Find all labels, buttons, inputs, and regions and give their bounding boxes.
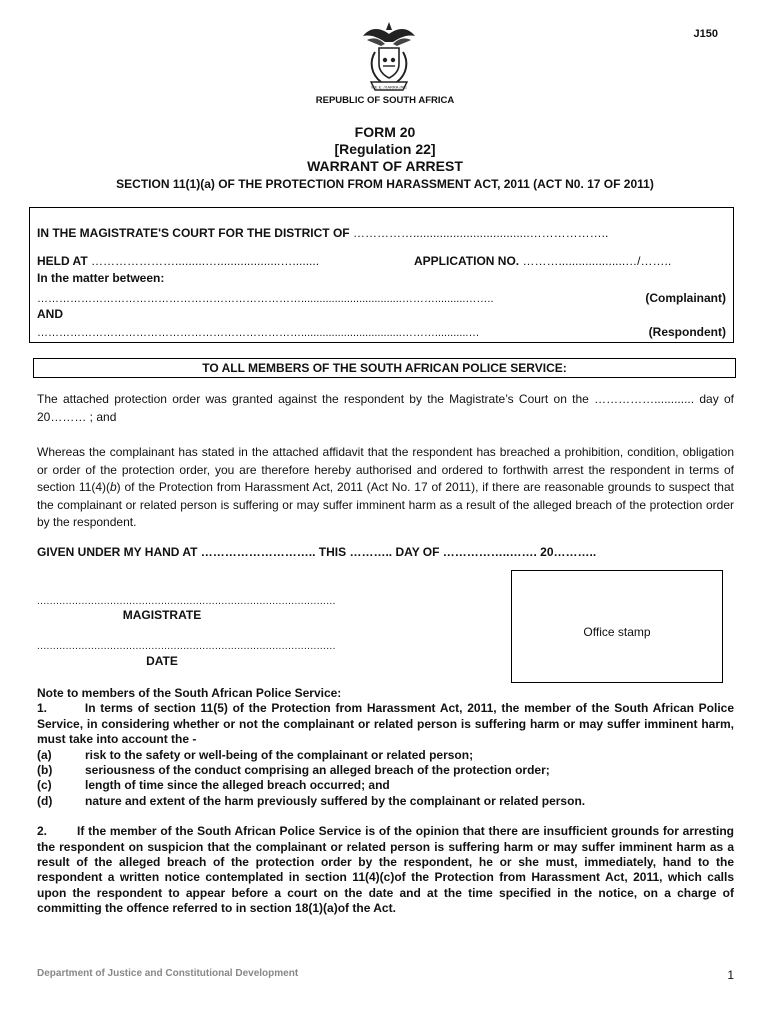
respondent-label: (Respondent) <box>648 325 726 339</box>
given-under-hand-line[interactable]: GIVEN UNDER MY HAND AT ……………………….. THIS ……….. DAY OF ……………..……. 20……….. <box>37 545 597 559</box>
note-2 <box>37 824 734 916</box>
held-at-field[interactable]: ………………….........…...................…........ <box>91 254 320 268</box>
complainant-field[interactable]: ……………………………………………………………….................................………..........…….. <box>37 293 494 305</box>
and-label: AND <box>37 307 63 321</box>
crest-motto: !KE E: /XARRA //KE <box>371 84 407 90</box>
respondent-row <box>37 325 479 339</box>
district-row <box>37 226 608 240</box>
coat-of-arms-icon <box>357 18 421 98</box>
address-heading: TO ALL MEMBERS OF THE SOUTH AFRICAN POLICE SERVICE: <box>33 358 736 378</box>
note-item <box>37 748 734 763</box>
matter-between: In the matter between: <box>37 271 165 285</box>
notes-heading: Note to members of the South African Police Service: <box>37 686 342 700</box>
note-item-key: (b) <box>37 763 53 778</box>
note-1-number: 1. <box>37 701 48 716</box>
magistrate-label: MAGISTRATE <box>122 608 202 622</box>
note-1 <box>37 701 734 747</box>
magistrate-signature-line[interactable]: .............................................................................................. <box>37 596 336 607</box>
note-item <box>37 794 734 809</box>
date-signature-line[interactable]: .............................................................................................. <box>37 641 336 652</box>
application-field[interactable]: ………....................…/…….. <box>522 254 672 268</box>
complainant-row <box>37 291 494 305</box>
office-stamp-label: Office stamp <box>583 625 651 639</box>
paragraph-order-granted: The attached protection order was granted against the respondent by the Magistrate’s Court on the ……………............ day of 20……… ; and <box>37 392 734 424</box>
held-at-label: HELD AT <box>37 254 88 268</box>
note-item-key: (d) <box>37 793 53 808</box>
note-item-text: risk to the safety or well-being of the complainant or related person; <box>85 747 474 762</box>
note-item-key: (a) <box>37 747 52 762</box>
district-field[interactable]: ……………...................................……………….. <box>352 226 609 240</box>
note-item-key: (c) <box>37 778 52 793</box>
note-item <box>37 763 734 778</box>
note-2-text: If the member of the South African Police Service is of the opinion that there are insufficient grounds for arresting the respondent on suspicion that the complainant or related person is suffering harm or may suffer imminent harm as a result of the alleged breach of the protection order by the respondent, he or she must, immediately, hand to the respondent a written notice contemplated in section 11(4)(c)of the Protection from Harassment Act, 2011, which calls upon the respondent to appear before a court on the date and at the time specified in the notice, on a charge of committing the offence referred to in section 18(1)(a)of the Act. <box>37 824 735 916</box>
respondent-field[interactable]: ……………………………………………………………….................................………...........… <box>37 327 480 339</box>
complainant-label: (Complainant) <box>645 291 726 305</box>
note-item-text: seriousness of the conduct comprising an alleged breach of the protection order; <box>85 763 550 778</box>
form-title: WARRANT OF ARREST <box>307 158 463 174</box>
paragraph-whereas-italic: b <box>109 480 117 494</box>
note-1-text: In terms of section 11(5) of the Protection from Harassment Act, 2011, the member of the South African Police Service, in considering whether or not the complainant or related person is suffering harm or may suffer imminent harm, must take into account the - <box>37 701 734 747</box>
note-item-text: length of time since the alleged breach occurred; and <box>85 778 390 793</box>
paragraph-whereas-part2: ) of the Protection from Harassment Act, 2011 (Act No. 17 of 2011), if there are reasonable grounds to suspect that the complainant or related person is suffering or may suffer imminent harm as a result of the alleged breach of the protection order by the respondent. <box>37 480 734 529</box>
note-item <box>37 778 734 793</box>
application-row <box>414 254 671 268</box>
regulation: [Regulation 22] <box>334 141 436 157</box>
date-label: DATE <box>146 654 178 668</box>
held-at-row <box>37 254 319 268</box>
section-title: SECTION 11(1)(a) OF THE PROTECTION FROM HARASSMENT ACT, 2011 (ACT N0. 17 OF 2011) <box>116 177 654 191</box>
paragraph-whereas <box>37 444 734 532</box>
notes-section <box>37 686 734 917</box>
paragraph-whereas-part1: Whereas the complainant has stated in the attached affidavit that the respondent has breached a prohibition, condition, obligation or order of the protection order, you are therefore hereby authorised and ordered to forthwith arrest the respondent in terms of section 11(4)( <box>37 445 734 494</box>
form-number: FORM 20 <box>354 124 416 140</box>
note-item-text: nature and extent of the harm previously suffered by the complainant or related person. <box>85 793 586 808</box>
page-number: 1 <box>727 968 734 982</box>
application-label: APPLICATION NO. <box>414 254 520 268</box>
note-2-number: 2. <box>37 824 48 839</box>
republic-label: REPUBLIC OF SOUTH AFRICA <box>315 95 455 106</box>
department-footer: Department of Justice and Constitutional Development <box>37 968 299 979</box>
form-code: J150 <box>693 28 718 40</box>
district-label: IN THE MAGISTRATE'S COURT FOR THE DISTRICT OF <box>37 226 350 240</box>
